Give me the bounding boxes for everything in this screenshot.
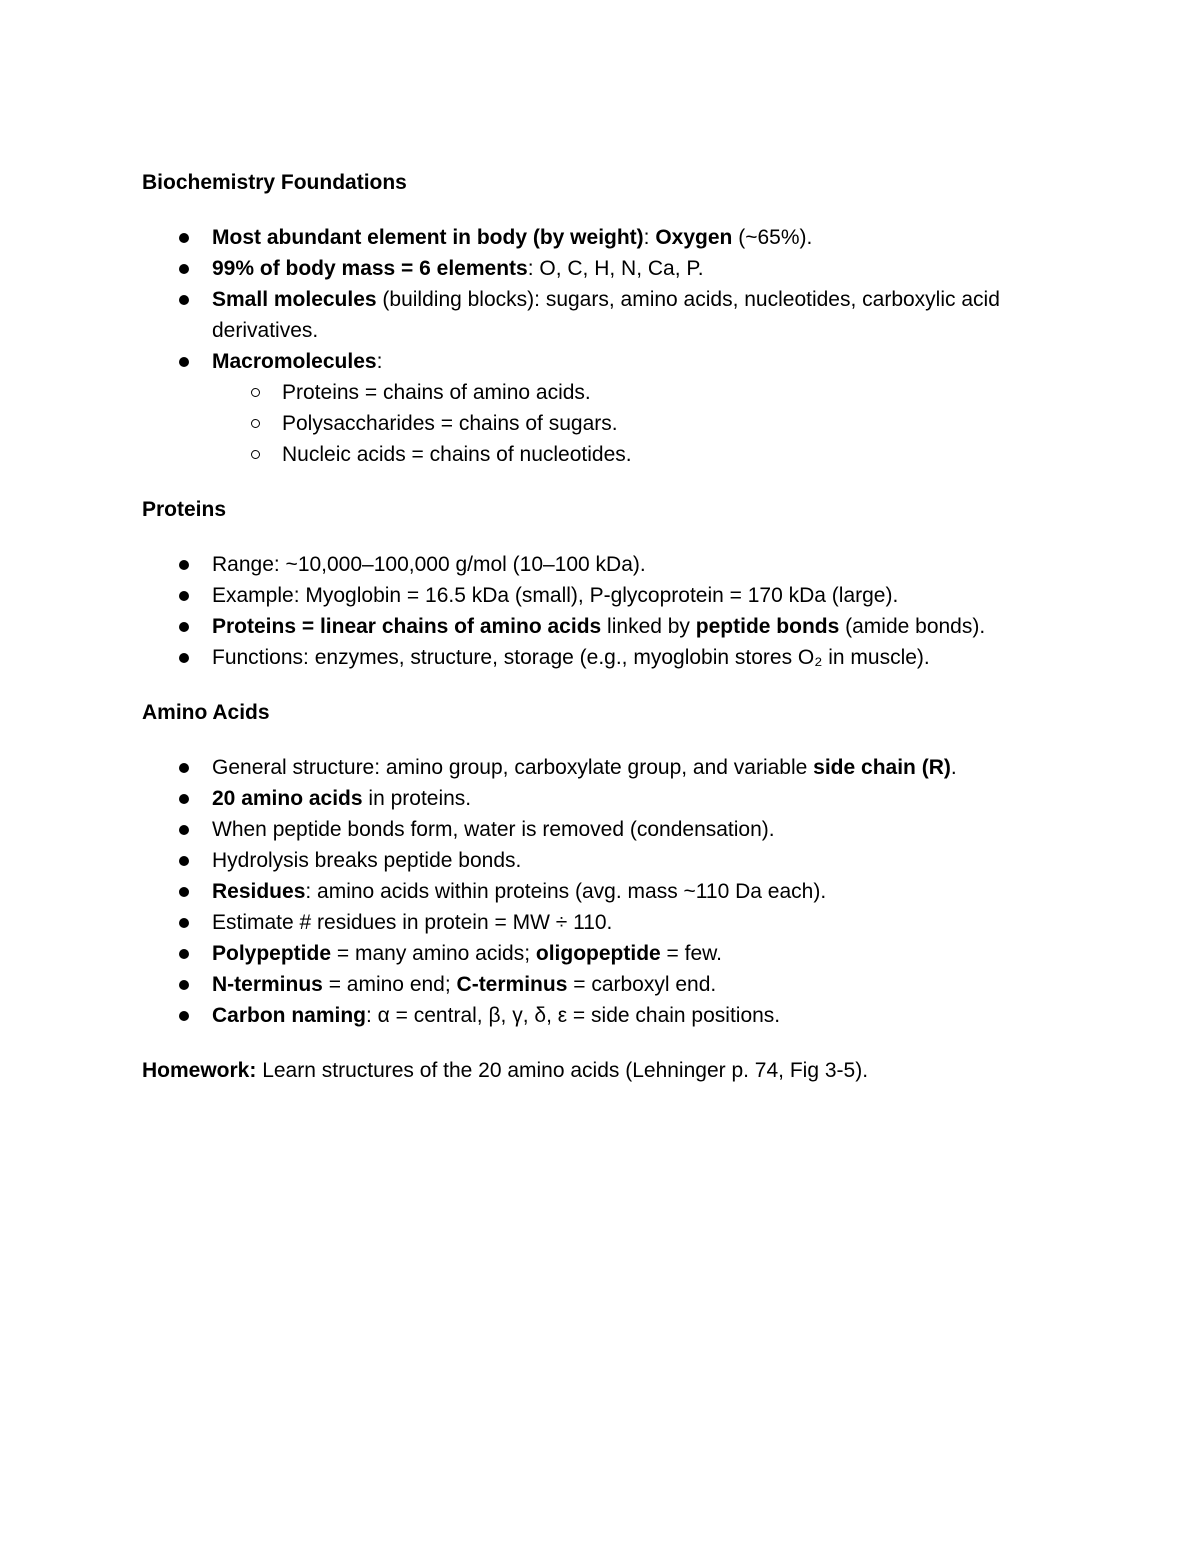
bullet-icon [179,980,189,990]
bullet-icon [179,887,189,897]
sub-list-item [212,377,1052,408]
bold-text: Residues [212,880,306,903]
bold-text: N-terminus [212,973,323,996]
homework-label: Homework: [142,1059,257,1082]
item-text: linked by [601,615,696,638]
item-text: General structure: amino group, carboxylate group, and variable [212,756,814,779]
item-text: = carboxyl end. [567,973,717,996]
item-text: : [643,226,656,249]
list-item [142,969,1052,1000]
homework-text: Learn structures of the 20 amino acids (Lehninger p. 74, Fig 3-5). [256,1059,869,1082]
list-item [142,1000,1052,1031]
list-item [142,814,1052,845]
list-item [142,222,1052,253]
item-text: = few. [660,942,722,965]
list-item [142,752,1052,783]
sub-list-macromolecules [212,377,1052,470]
item-text: : α = central, β, γ, δ, ε = side chain positions. [366,1004,781,1027]
bold-text: C-terminus [456,973,568,996]
bullet-icon [179,264,189,274]
bullet-icon [179,918,189,928]
bullet-icon [179,233,189,243]
bold-text: Most abundant element in body (by weight) [212,226,644,249]
item-text: in proteins. [362,787,472,810]
bullet-icon [179,949,189,959]
bullet-list-biochemistry-foundations [142,222,1052,470]
section-heading-amino-acids: Amino Acids [142,701,270,724]
list-item [142,549,1052,580]
bold-text: Oxygen [655,226,733,249]
bullet-icon [179,763,189,773]
bullet-icon [179,825,189,835]
bullet-list-amino-acids [142,752,1052,1031]
section-heading-proteins: Proteins [142,498,227,521]
hollow-bullet-icon [251,388,260,397]
item-text: When peptide bonds form, water is removed (condensation). [212,818,775,841]
list-item [142,253,1052,284]
bold-text: Polypeptide [212,942,332,965]
sub-item-text: Proteins = chains of amino acids. [282,381,591,404]
item-text: : [376,350,383,373]
list-item [142,783,1052,814]
bold-text: oligopeptide [535,942,661,965]
bold-text: Macromolecules [212,350,377,373]
list-item [142,845,1052,876]
section-heading-biochemistry-foundations: Biochemistry Foundations [142,171,407,194]
item-text: = amino end; [322,973,457,996]
bold-text: side chain (R) [813,756,951,779]
bullet-icon [179,653,189,663]
bullet-icon [179,1011,189,1021]
bullet-icon [179,560,189,570]
bullet-list-proteins [142,549,1052,673]
sub-list-item [212,439,1052,470]
bold-text: 20 amino acids [212,787,363,810]
bullet-icon [179,357,189,367]
sub-item-text: Polysaccharides = chains of sugars. [282,412,618,435]
hollow-bullet-icon [251,419,260,428]
bold-text: 99% of body mass = 6 elements [212,257,528,280]
item-text: = many amino acids; [331,942,536,965]
document-content [142,167,1052,1086]
bold-text: peptide bonds [695,615,840,638]
list-item [142,611,1052,642]
item-text: Functions: enzymes, structure, storage (e.g., myoglobin stores O₂ in muscle). [212,646,930,669]
hollow-bullet-icon [251,450,260,459]
bold-text: Proteins = linear chains of amino acids [212,615,602,638]
bullet-icon [179,622,189,632]
list-item [142,907,1052,938]
sub-item-text: Nucleic acids = chains of nucleotides. [282,443,632,466]
list-item [142,642,1052,673]
bullet-icon [179,856,189,866]
item-text: : amino acids within proteins (avg. mass ~110 Da each). [305,880,827,903]
item-text: (building blocks): sugars, amino acids, nucleotides, carboxylic acid derivatives. [212,288,1000,342]
bullet-icon [179,591,189,601]
item-text: : O, C, H, N, Ca, P. [527,257,704,280]
bold-text: Small molecules [212,288,377,311]
item-text: . [950,756,957,779]
list-item [142,580,1052,611]
list-item [142,876,1052,907]
item-text: Estimate # residues in protein = MW ÷ 110. [212,911,613,934]
list-item [142,938,1052,969]
item-text: (amide bonds). [839,615,986,638]
item-text: Example: Myoglobin = 16.5 kDa (small), P-glycoprotein = 170 kDa (large). [212,584,899,607]
list-item [142,346,1052,470]
bullet-icon [179,794,189,804]
bold-text: Carbon naming [212,1004,367,1027]
list-item [142,284,1052,346]
homework-note [142,1055,1052,1086]
item-text: Range: ~10,000–100,000 g/mol (10–100 kDa). [212,553,646,576]
item-text: Hydrolysis breaks peptide bonds. [212,849,522,872]
item-text: (~65%). [732,226,813,249]
sub-list-item [212,408,1052,439]
bullet-icon [179,295,189,305]
